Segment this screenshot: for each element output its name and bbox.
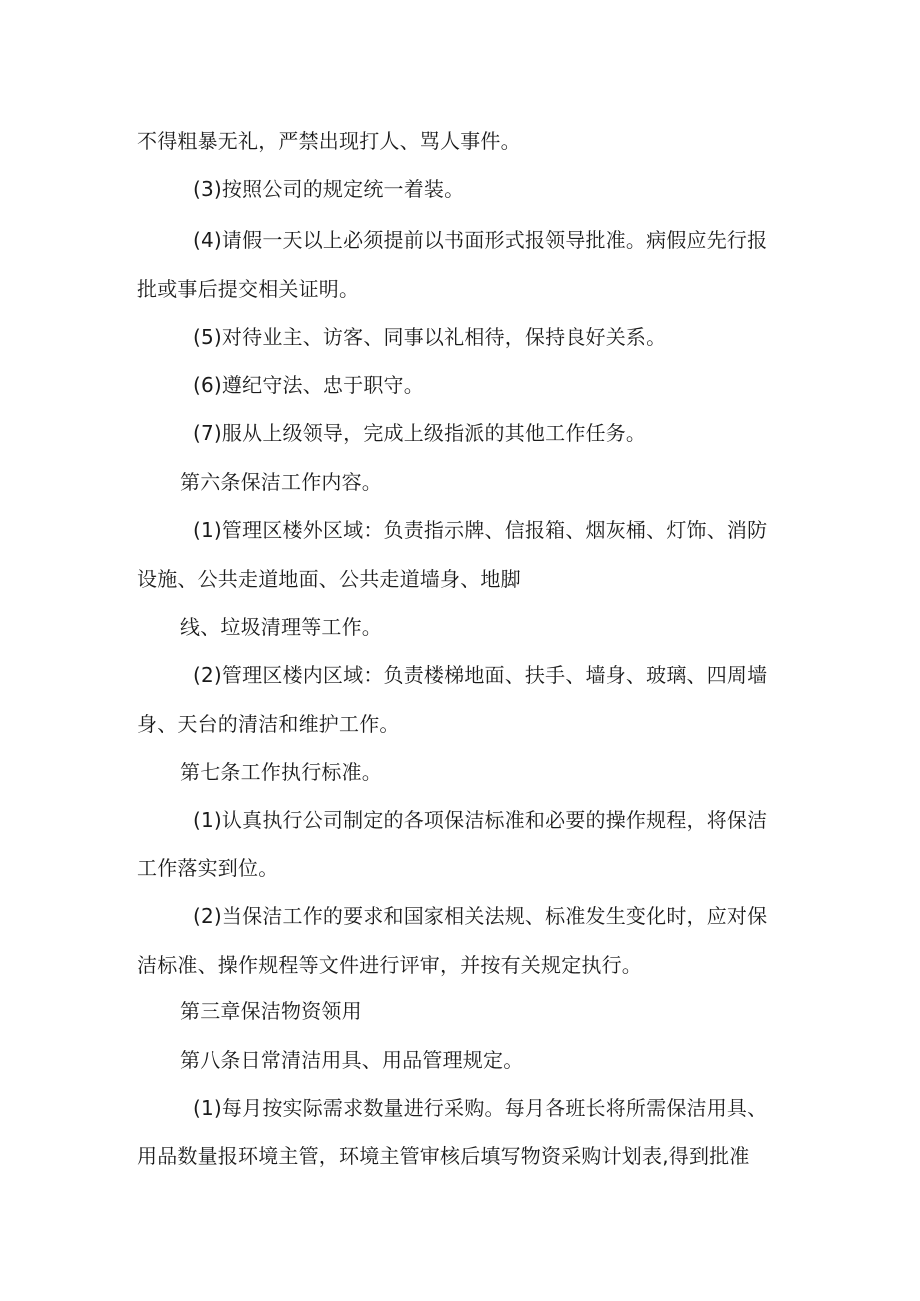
text-line: (5)对待业主、访客、同事以礼相待，保持良好关系。 (193, 325, 667, 349)
section-heading: 第六条保洁工作内容。 (180, 470, 382, 494)
text-line: 线、垃圾清理等工作。 (180, 615, 382, 639)
text-line: 洁标准、操作规程等文件进行评审，并按有关规定执行。 (137, 953, 642, 977)
text-line: (1)每月按实际需求数量进行采购。每月各班长将所需保洁用具、 (193, 1096, 768, 1120)
section-heading: 第七条工作执行标准。 (180, 760, 382, 784)
section-heading: 第八条日常清洁用具、用品管理规定。 (180, 1048, 524, 1072)
text-line: (6)遵纪守法、忠于职守。 (193, 373, 424, 397)
text-line: 不得粗暴无礼，严禁出现打人、骂人事件。 (137, 129, 521, 153)
text-line: 工作落实到位。 (137, 856, 279, 880)
text-line: (1)认真执行公司制定的各项保洁标准和必要的操作规程，将保洁 (193, 808, 768, 832)
chapter-heading: 第三章保洁物资领用 (180, 999, 362, 1023)
text-line: (2)当保洁工作的要求和国家相关法规、标准发生变化时，应对保 (193, 904, 768, 928)
text-line: (1)管理区楼外区域：负责指示牌、信报箱、烟灰桶、灯饰、消防 (193, 518, 768, 542)
text-line: 设施、公共走道地面、公共走道墙身、地脚 (137, 567, 521, 591)
text-line: (3)按照公司的规定统一着装。 (193, 177, 465, 201)
text-line: (7)服从上级领导，完成上级指派的其他工作任务。 (193, 421, 647, 445)
text-line: (4)请假一天以上必须提前以书面形式报领导批准。病假应先行报 (193, 228, 768, 252)
text-line: (2)管理区楼内区域：负责楼梯地面、扶手、墙身、玻璃、四周墙 (193, 663, 768, 687)
text-line: 用品数量报环境主管，环境主管审核后填写物资采购计划表,得到批准 (137, 1144, 750, 1168)
text-line: 身、天台的清洁和维护工作。 (137, 712, 400, 736)
text-line: 批或事后提交相关证明。 (137, 277, 360, 301)
